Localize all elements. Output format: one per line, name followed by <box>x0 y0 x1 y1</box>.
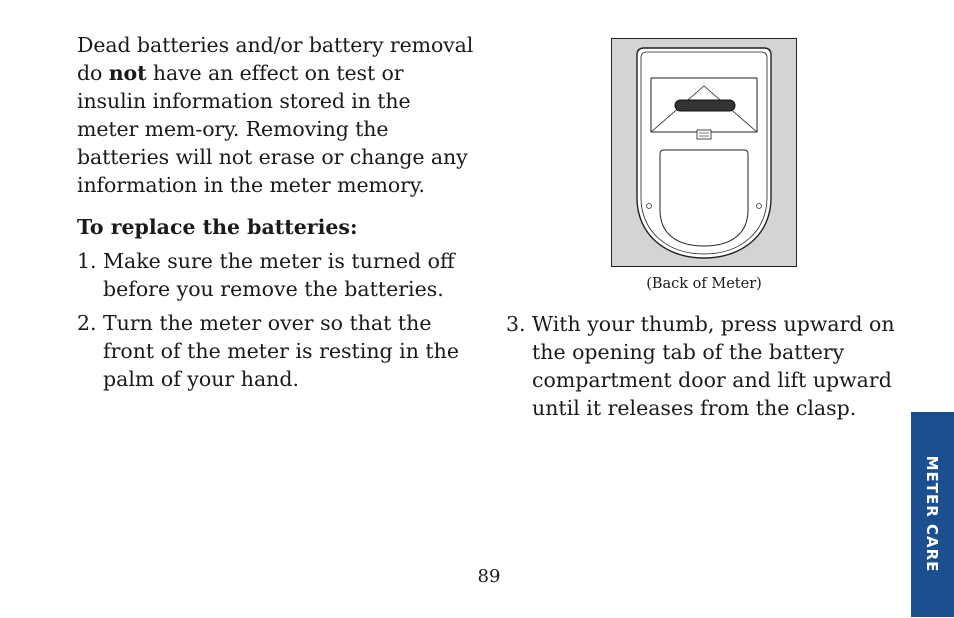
step-3-number: 3. <box>506 312 526 336</box>
right-column <box>506 310 926 422</box>
step-2 <box>77 309 477 393</box>
back-of-meter-illustration <box>611 38 797 267</box>
step-1 <box>77 247 477 303</box>
page-number: 89 <box>477 566 501 587</box>
section-subheading: To replace the batteries: <box>77 215 358 239</box>
intro-bold-not: not <box>108 61 147 85</box>
left-column <box>77 31 477 399</box>
section-side-tab <box>911 412 954 617</box>
intro-text-2: have an effect on test or insulin information stored in the meter mem-ory. Removing the batteries will not erase or change any information in the meter memory. <box>77 61 468 197</box>
step-1-number: 1. <box>77 249 97 273</box>
step-3-text: With your thumb, press upward on the opening tab of the battery compartment door and lift upward until it releases from the clasp. <box>532 312 895 420</box>
side-tab-label: METER CARE <box>923 455 941 573</box>
figure-caption: (Back of Meter) <box>646 276 762 292</box>
intro-paragraph <box>77 31 477 199</box>
step-1-text: Make sure the meter is turned off before you remove the batteries. <box>103 249 455 301</box>
intro-text-1: Dead batteries and/or battery removal do <box>77 33 474 85</box>
step-2-text: Turn the meter over so that the front of the meter is resting in the palm of your hand. <box>103 311 460 391</box>
step-3 <box>506 310 926 422</box>
step-2-number: 2. <box>77 311 97 335</box>
